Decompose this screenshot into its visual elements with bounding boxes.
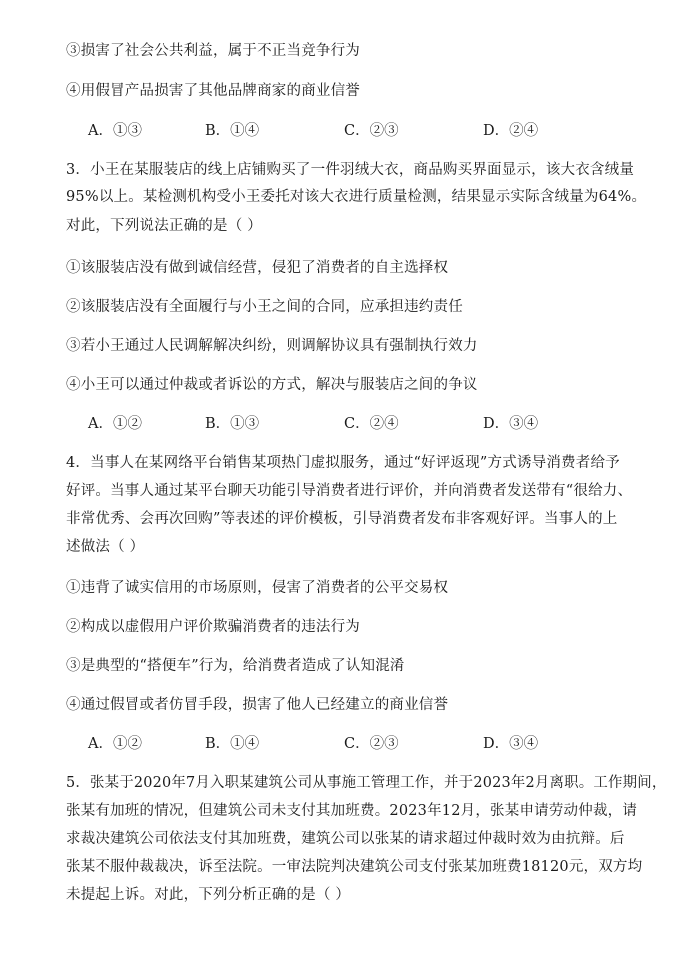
- q3-option-4: ④小王可以通过仲裁或者诉讼的方式，解决与服装店之间的争议: [66, 377, 478, 393]
- q3-choice-c[interactable]: C．②④: [344, 416, 399, 432]
- q5-stem-line-5: 未提起上诉。对此，下列分析正确的是（ ）: [66, 887, 351, 903]
- q4-stem-line-4: 述做法（ ）: [66, 539, 145, 555]
- choice-a[interactable]: A．①③: [88, 123, 142, 139]
- q4-choice-a[interactable]: A．①②: [88, 736, 142, 752]
- q3-stem-line-3: 对此，下列说法正确的是（ ）: [66, 218, 262, 234]
- q4-option-4: ④通过假冒或者仿冒手段，损害了他人已经建立的商业信誉: [66, 697, 449, 713]
- q3-option-3: ③若小王通过人民调解解决纠纷，则调解协议具有强制执行效力: [66, 338, 478, 354]
- q4-stem-line-2: 好评。当事人通过某平台聊天功能引导消费者进行评价，并向消费者发送带有“很给力、: [66, 483, 633, 499]
- q4-stem-line-3: 非常优秀、会再次回购”等表述的评价模板，引导消费者发布非客观好评。当事人的上: [66, 511, 618, 527]
- q4-option-2: ②构成以虚假用户评价欺骗消费者的违法行为: [66, 619, 360, 635]
- q5-stem-line-2: 张某有加班的情况，但建筑公司未支付其加班费。2023年12月，张某申请劳动仲裁，请: [66, 803, 638, 819]
- q3-stem-line-2: 95%以上。某检测机构受小王委托对该大衣进行质量检测，结果显示实际含绒量为64%。: [66, 189, 647, 205]
- answer-choices-prev: [88, 121, 648, 141]
- choice-c[interactable]: C．②③: [344, 123, 399, 139]
- q3-option-2: ②该服装店没有全面履行与小王之间的合同，应承担违约责任: [66, 299, 463, 315]
- choice-d[interactable]: D．②④: [483, 123, 539, 139]
- q3-stem-line-1: 3．小王在某服装店的线上店铺购买了一件羽绒大衣，商品购买界面显示，该大衣含绒量: [66, 162, 635, 178]
- q4-option-3: ③是典型的“搭便车”行为，给消费者造成了认知混淆: [66, 658, 405, 674]
- q4-choice-d[interactable]: D．③④: [483, 736, 539, 752]
- q5-stem-line-4: 张某不服仲裁裁决，诉至法院。一审法院判决建筑公司支付张某加班费18120元，双方均: [66, 859, 643, 875]
- q4-choice-c[interactable]: C．②③: [344, 736, 399, 752]
- q3-choice-a[interactable]: A．①②: [88, 416, 142, 432]
- q5-stem-line-1: 5．张某于2020年7月入职某建筑公司从事施工管理工作，并于2023年2月离职。工作期间，: [66, 775, 667, 791]
- q5-stem-line-3: 求裁决建筑公司依法支付其加班费，建筑公司以张某的请求超过仲裁时效为由抗辩。后: [66, 831, 625, 847]
- q3-choice-b[interactable]: B．①③: [205, 416, 260, 432]
- q3-choice-d[interactable]: D．③④: [483, 416, 539, 432]
- option-3-prev: ③损害了社会公共利益，属于不正当竞争行为: [66, 43, 360, 59]
- q3-option-1: ①该服装店没有做到诚信经营，侵犯了消费者的自主选择权: [66, 260, 449, 276]
- q3-answer-choices: [88, 414, 648, 434]
- choice-b[interactable]: B．①④: [205, 123, 260, 139]
- q4-stem-line-1: 4．当事人在某网络平台销售某项热门虚拟服务，通过“好评返现”方式诱导消费者给予: [66, 455, 620, 471]
- q4-choice-b[interactable]: B．①④: [205, 736, 260, 752]
- option-4-prev: ④用假冒产品损害了其他品牌商家的商业信誉: [66, 83, 360, 99]
- q4-option-1: ①违背了诚实信用的市场原则，侵害了消费者的公平交易权: [66, 580, 449, 596]
- q4-answer-choices: [88, 734, 648, 754]
